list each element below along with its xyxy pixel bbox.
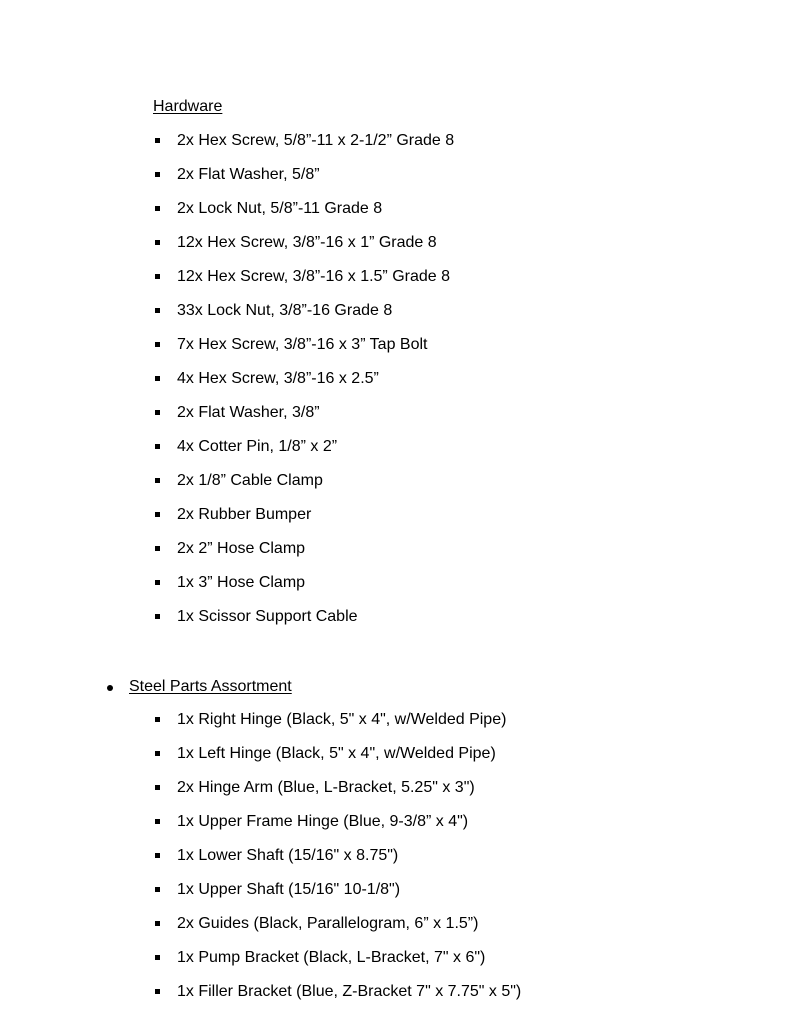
list-item (0, 267, 800, 301)
list-item-text: 1x Left Hinge (Black, 5" x 4", w/Welded Pipe) (177, 745, 496, 762)
list-item (0, 437, 800, 471)
list-item (0, 573, 800, 607)
list-item (0, 914, 800, 948)
list-item-text: 12x Hex Screw, 3/8”-16 x 1.5” Grade 8 (177, 268, 451, 285)
list-item (0, 199, 800, 233)
list-item-text: 2x Guides (Black, Parallelogram, 6” x 1.5”) (177, 915, 479, 932)
list-item-text: 12x Hex Screw, 3/8”-16 x 1” Grade 8 (177, 234, 437, 251)
list-item-text: 2x 2” Hose Clamp (177, 540, 306, 557)
list-item (0, 539, 800, 573)
list-item (0, 812, 800, 846)
square-bullet-icon (155, 240, 160, 245)
round-bullet-icon (107, 685, 113, 691)
square-bullet-icon (155, 853, 160, 858)
square-bullet-icon (155, 751, 160, 756)
list-item-text: 1x Pump Bracket (Black, L-Bracket, 7" x 6") (177, 949, 486, 966)
list-item (0, 131, 800, 165)
list-item (0, 233, 800, 267)
list-item (0, 948, 800, 982)
list-item (0, 335, 800, 369)
list-item (0, 505, 800, 539)
list-item (0, 846, 800, 880)
list-item (0, 744, 800, 778)
square-bullet-icon (155, 172, 160, 177)
square-bullet-icon (155, 785, 160, 790)
square-bullet-icon (155, 921, 160, 926)
list-item-text: 2x Flat Washer, 3/8” (177, 404, 320, 421)
list-item-text: 4x Cotter Pin, 1/8” x 2” (177, 438, 338, 455)
square-bullet-icon (155, 887, 160, 892)
list-item (0, 607, 800, 641)
steel-parts-list (0, 710, 800, 1016)
square-bullet-icon (155, 512, 160, 517)
list-item (0, 471, 800, 505)
list-item (0, 778, 800, 812)
list-item-text: 1x Scissor Support Cable (177, 608, 358, 625)
list-item-text: 7x Hex Screw, 3/8”-16 x 3” Tap Bolt (177, 336, 428, 353)
square-bullet-icon (155, 717, 160, 722)
list-item (0, 165, 800, 199)
list-item-text: 4x Hex Screw, 3/8”-16 x 2.5” (177, 370, 379, 387)
hardware-heading: Hardware (153, 98, 223, 115)
square-bullet-icon (155, 478, 160, 483)
square-bullet-icon (155, 206, 160, 211)
list-item (0, 982, 800, 1016)
list-item-text: 1x Filler Bracket (Blue, Z-Bracket 7" x 7.75" x 5") (177, 983, 522, 1000)
list-item (0, 301, 800, 335)
square-bullet-icon (155, 989, 160, 994)
list-item-text: 33x Lock Nut, 3/8”-16 Grade 8 (177, 302, 393, 319)
square-bullet-icon (155, 546, 160, 551)
square-bullet-icon (155, 376, 160, 381)
square-bullet-icon (155, 955, 160, 960)
square-bullet-icon (155, 614, 160, 619)
list-item (0, 403, 800, 437)
square-bullet-icon (155, 308, 160, 313)
list-item (0, 710, 800, 744)
square-bullet-icon (155, 410, 160, 415)
list-item-text: 1x Lower Shaft (15/16" x 8.75") (177, 847, 399, 864)
list-item-text: 2x 1/8” Cable Clamp (177, 472, 323, 489)
list-item-text: 1x Upper Shaft (15/16" 10-1/8") (177, 881, 401, 898)
list-item-text: 1x 3” Hose Clamp (177, 574, 306, 591)
hardware-list (0, 131, 800, 641)
list-item-text: 1x Right Hinge (Black, 5" x 4", w/Welded Pipe) (177, 711, 507, 728)
list-item-text: 2x Rubber Bumper (177, 506, 312, 523)
square-bullet-icon (155, 274, 160, 279)
square-bullet-icon (155, 342, 160, 347)
steel-parts-heading: Steel Parts Assortment (129, 678, 292, 695)
list-item-text: 2x Lock Nut, 5/8”-11 Grade 8 (177, 200, 383, 217)
list-item (0, 369, 800, 403)
square-bullet-icon (155, 580, 160, 585)
list-item (0, 880, 800, 914)
list-item-text: 2x Hex Screw, 5/8”-11 x 2-1/2” Grade 8 (177, 132, 455, 149)
square-bullet-icon (155, 444, 160, 449)
square-bullet-icon (155, 138, 160, 143)
list-item-text: 2x Flat Washer, 5/8” (177, 166, 320, 183)
list-item-text: 1x Upper Frame Hinge (Blue, 9-3/8” x 4") (177, 813, 469, 830)
square-bullet-icon (155, 819, 160, 824)
list-item-text: 2x Hinge Arm (Blue, L-Bracket, 5.25" x 3") (177, 779, 475, 796)
